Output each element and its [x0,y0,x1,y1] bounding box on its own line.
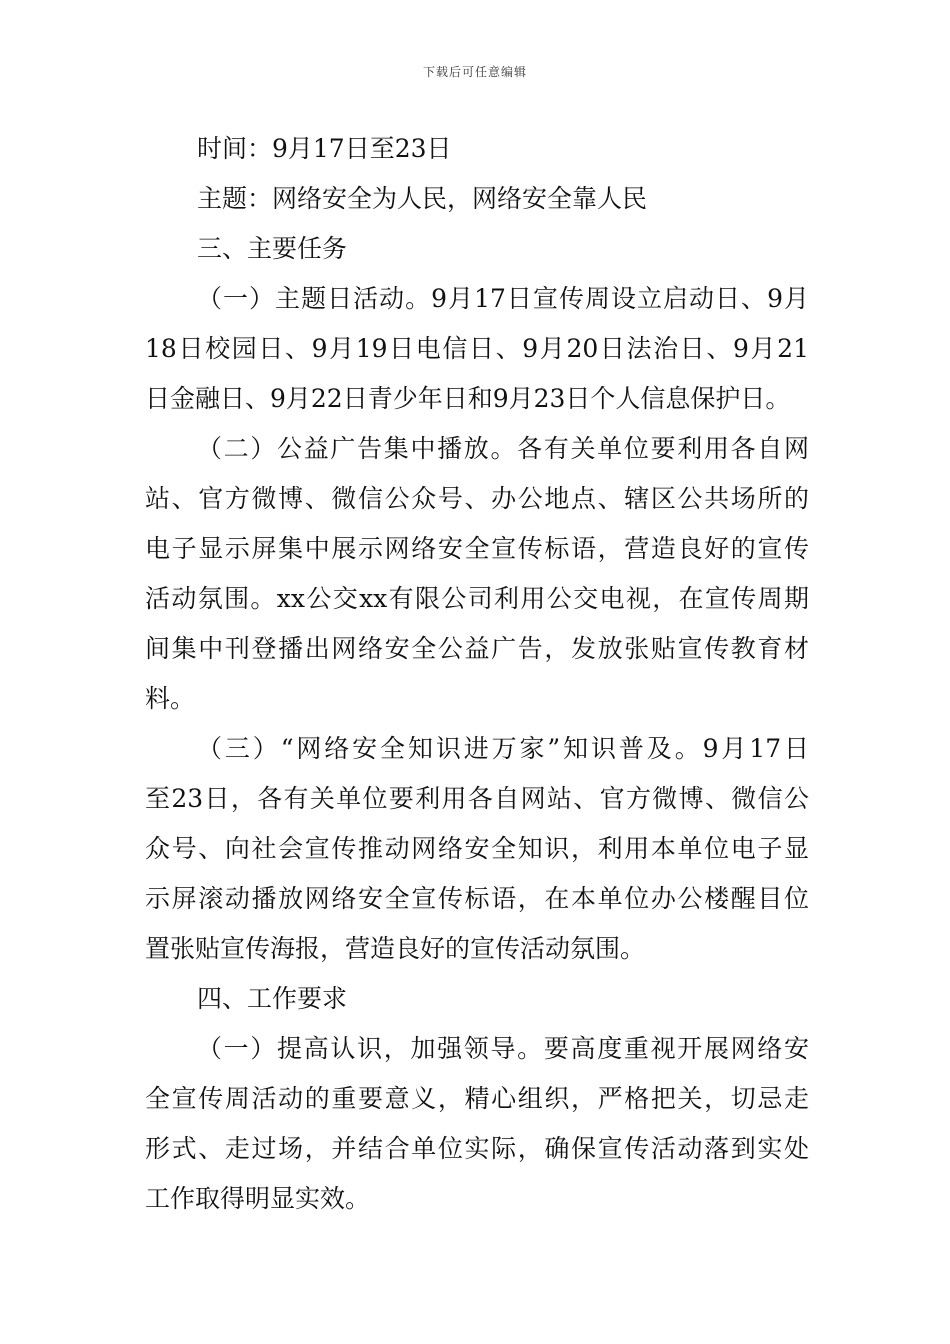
document-body [145,124,809,1224]
paragraph-line: （三）“网络安全知识进万家”知识普及。9月17日 [197,734,809,763]
paragraph-line: 置张贴宣传海报，营造良好的宣传活动氛围。 [145,934,646,963]
paragraph-line: 料。 [145,684,196,713]
paragraph-line: 众号、向社会宣传推动网络安全知识，利用本单位电子显 [145,834,809,863]
paragraph-line: 日金融日、9月22日青少年日和9月23日个人信息保护日。 [145,384,791,413]
time-line: 时间：9月17日至23日 [197,134,452,163]
paragraph-line: 18日校园日、9月19日电信日、9月20日法治日、9月21 [145,334,809,363]
paragraph-line: （二）公益广告集中播放。各有关单位要利用各自网 [197,434,809,463]
header-note: 下载后可任意编辑 [422,65,527,79]
paragraph-line: 至23日，各有关单位要利用各自网站、官方微博、微信公 [145,784,809,813]
section-heading-work-requirements: 四、工作要求 [197,984,348,1013]
section-heading-main-tasks: 三、主要任务 [197,234,348,263]
paragraph-line: 活动氛围。xx公交xx有限公司利用公交电视，在宣传周期 [145,584,809,613]
paragraph-line: 工作取得明显实效。 [145,1184,371,1213]
paragraph-line: 间集中刊登播出网络安全公益广告，发放张贴宣传教育材 [145,634,809,663]
paragraph-line: （一）主题日活动。9月17日宣传周设立启动日、9月 [197,284,809,313]
paragraph-line: 全宣传周活动的重要意义，精心组织，严格把关，切忌走 [145,1084,809,1113]
paragraph-line: 示屏滚动播放网络安全宣传标语，在本单位办公楼醒目位 [145,884,809,913]
paragraph-line: 站、官方微博、微信公众号、办公地点、辖区公共场所的 [145,484,809,513]
paragraph-line: 形式、走过场，并结合单位实际，确保宣传活动落到实处 [145,1134,809,1163]
paragraph-line: （一）提高认识，加强领导。要高度重视开展网络安 [197,1034,809,1063]
theme-line: 主题：网络安全为人民，网络安全靠人民 [197,184,648,213]
paragraph-line: 电子显示屏集中展示网络安全宣传标语，营造良好的宣传 [145,534,809,563]
